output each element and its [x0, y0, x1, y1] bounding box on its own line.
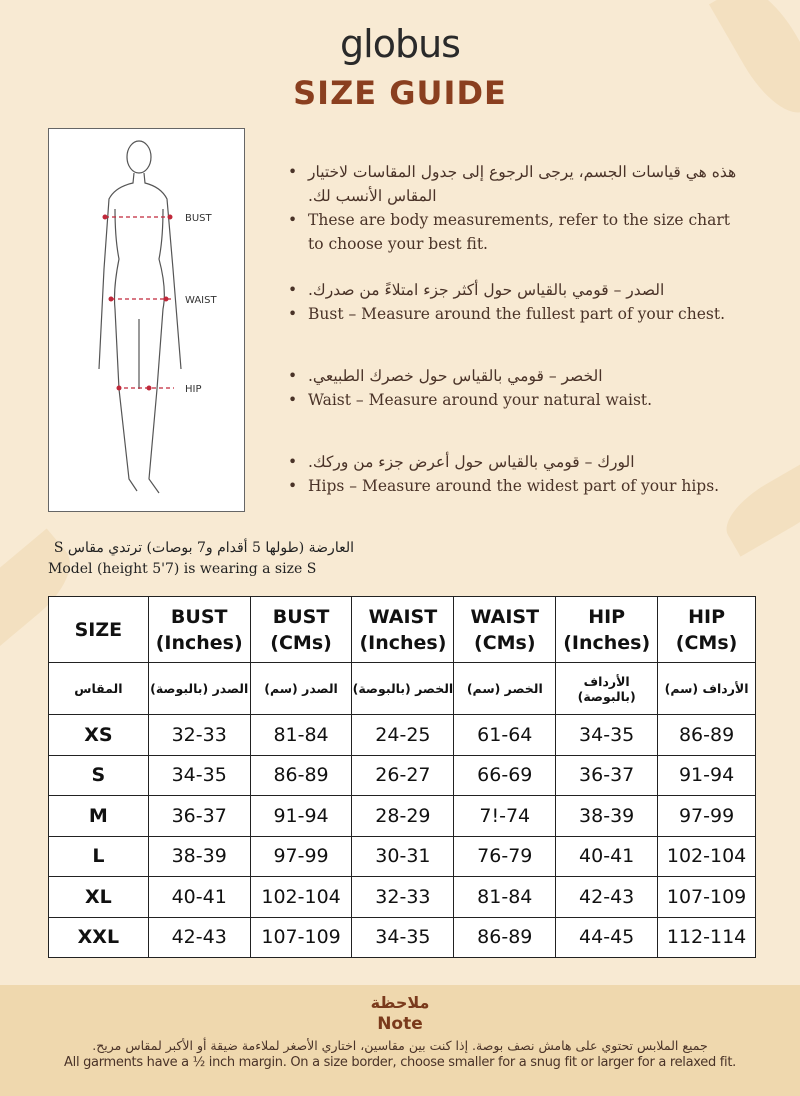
table-cell: 32-33	[148, 715, 250, 756]
column-header-ar: الخصر (سم)	[454, 663, 556, 715]
column-header-ar: الأرداف (بالبوصة)	[556, 663, 658, 715]
column-header: HIP (Inches)	[556, 597, 658, 663]
table-cell: XS	[49, 715, 149, 756]
bullet-ar: • الصدر – قومي بالقياس حول أكثر جزء امتلاءً من صدرك.	[288, 281, 665, 299]
table-cell: 91-94	[658, 755, 756, 796]
bullet-ar: • الخصر – قومي بالقياس حول خصرك الطبيعي.	[288, 367, 603, 385]
table-cell: 40-41	[148, 877, 250, 918]
table-cell: XL	[49, 877, 149, 918]
table-cell: 107-109	[658, 877, 756, 918]
waist-label: WAIST	[185, 295, 217, 306]
table-cell: 24-25	[352, 715, 454, 756]
table-cell: 102-104	[250, 877, 352, 918]
bullet-en: • These are body measurements, refer to the size chart to choose your best fit.	[288, 211, 731, 253]
column-header-ar: المقاس	[49, 663, 149, 715]
table-cell: 61-64	[454, 715, 556, 756]
page-title: SIZE GUIDE	[293, 74, 507, 112]
bullet-ar: • الورك – قومي بالقياس حول أعرض جزء من وركك.	[288, 453, 635, 471]
size-chart-table	[48, 596, 756, 958]
header-row	[49, 597, 756, 663]
table-cell: 28-29	[352, 796, 454, 837]
table-cell: 42-43	[556, 877, 658, 918]
table-cell: 32-33	[352, 877, 454, 918]
table-cell: 34-35	[148, 755, 250, 796]
column-header-ar: الصدر (بالبوصة)	[148, 663, 250, 715]
bullet-en: • Hips – Measure around the widest part of your hips.	[288, 477, 720, 495]
table-cell: 112-114	[658, 917, 756, 958]
column-header: BUST (CMs)	[250, 597, 352, 663]
table-cell: 66-69	[454, 755, 556, 796]
table-row	[49, 755, 756, 796]
table-cell: 38-39	[556, 796, 658, 837]
column-header: HIP (CMs)	[658, 597, 756, 663]
table-cell: 42-43	[148, 917, 250, 958]
column-header: WAIST (Inches)	[352, 597, 454, 663]
column-header-ar: الأرداف (سم)	[658, 663, 756, 715]
column-header-ar: الصدر (سم)	[250, 663, 352, 715]
table-cell: L	[49, 836, 149, 877]
table-row	[49, 715, 756, 756]
table-cell: 34-35	[352, 917, 454, 958]
table-cell: 36-37	[556, 755, 658, 796]
table-cell: 97-99	[250, 836, 352, 877]
table-cell: XXL	[49, 917, 149, 958]
bullet-ar: • هذه هي قياسات الجسم، يرجى الرجوع إلى جدول المقاسات لاختيار المقاس الأنسب لك.	[288, 163, 737, 205]
bullet-en: • Waist – Measure around your natural waist.	[288, 391, 653, 409]
bullet-en: • Bust – Measure around the fullest part of your chest.	[288, 305, 725, 323]
table-row	[49, 917, 756, 958]
table-cell: 91-94	[250, 796, 352, 837]
table-row	[49, 796, 756, 837]
table-row	[49, 877, 756, 918]
table-cell: S	[49, 755, 149, 796]
header-row-arabic	[49, 663, 756, 715]
table-cell: 81-84	[250, 715, 352, 756]
table-cell: 7!-74	[454, 796, 556, 837]
column-header: SIZE	[49, 597, 149, 663]
note-section: ملاحظة Note جميع الملابس تحتوي على هامش نصف بوصة. إذا كنت بين مقاسين، اختاري الأصغر لملاءمة ضيقة أو الأكبر لمقاس مريح. All garments have a ½ inch margin. On a size border, choose smaller for a snug fit or larger for a relaxed fit.	[0, 985, 800, 1096]
table-cell: 36-37	[148, 796, 250, 837]
column-header: WAIST (CMs)	[454, 597, 556, 663]
table-cell: 34-35	[556, 715, 658, 756]
table-cell: 30-31	[352, 836, 454, 877]
column-header: BUST (Inches)	[148, 597, 250, 663]
brand-logo: globus	[340, 22, 460, 66]
table-cell: 81-84	[454, 877, 556, 918]
table-cell: 97-99	[658, 796, 756, 837]
bust-label: BUST	[185, 213, 212, 224]
table-cell: 76-79	[454, 836, 556, 877]
table-cell: 26-27	[352, 755, 454, 796]
hip-label: HIP	[185, 384, 202, 395]
table-cell: 86-89	[658, 715, 756, 756]
measurement-instructions	[288, 160, 748, 528]
table-cell: 38-39	[148, 836, 250, 877]
table-cell: 107-109	[250, 917, 352, 958]
table-cell: 86-89	[454, 917, 556, 958]
table-cell: 44-45	[556, 917, 658, 958]
column-header-ar: الخصر (بالبوصة)	[352, 663, 454, 715]
table-cell: 86-89	[250, 755, 352, 796]
measurement-figure	[48, 128, 245, 512]
table-row	[49, 836, 756, 877]
table-cell: M	[49, 796, 149, 837]
model-info: العارضة (طولها 5 أقدام و7 بوصات) ترتدي مقاس S Model (height 5'7) is wearing a size S	[48, 540, 354, 577]
table-cell: 102-104	[658, 836, 756, 877]
table-cell: 40-41	[556, 836, 658, 877]
